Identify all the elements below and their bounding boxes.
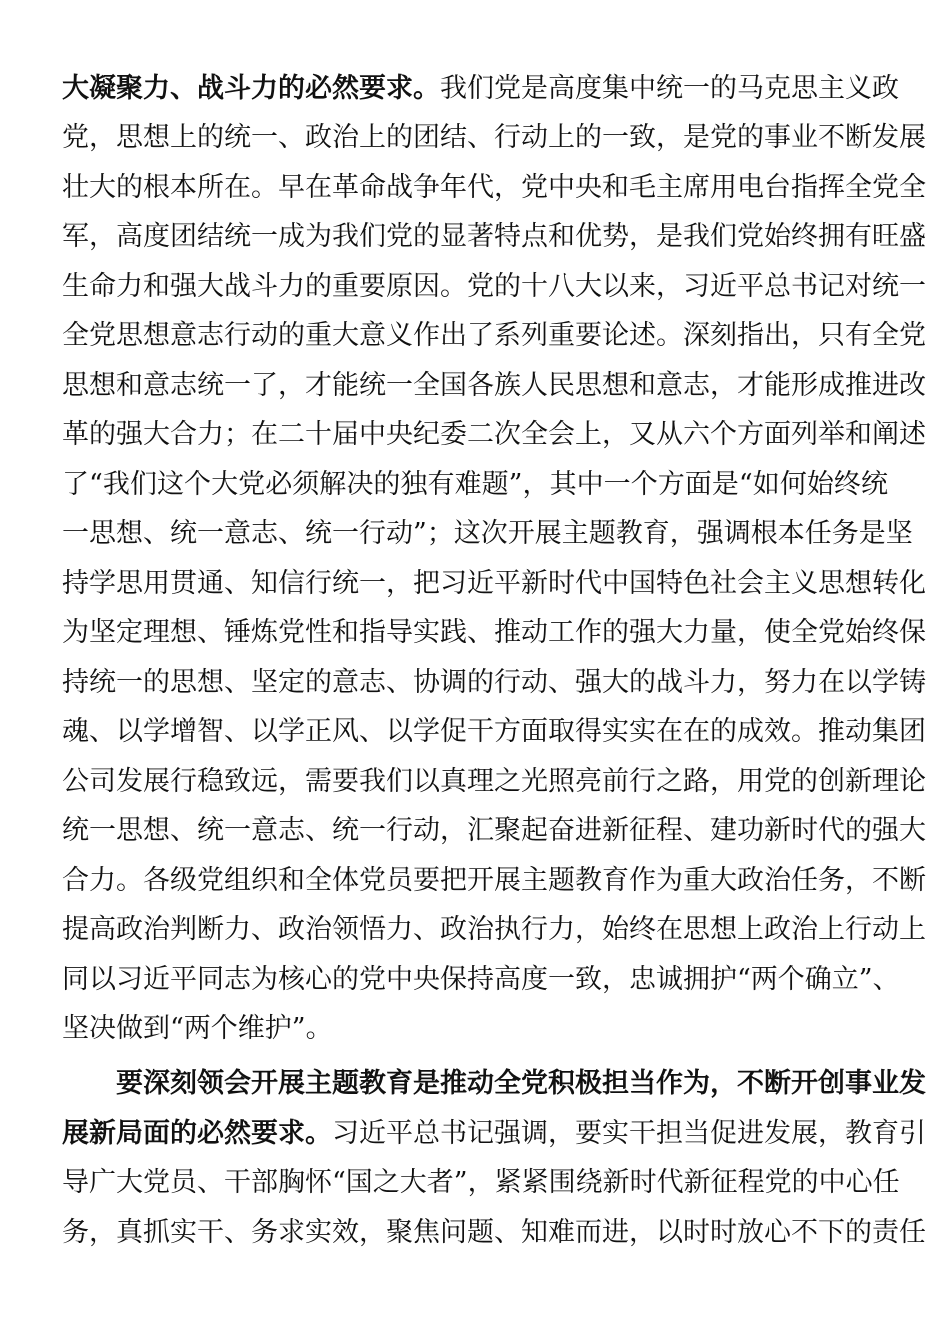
body-text: 我们党是高度集中统一的马克思主义政 [440,73,899,104]
body-text: 为坚定理想、锤炼党性和指导实践、推动工作的强大力量，使全党始终保 [62,617,926,648]
body-text: 持统一的思想、坚定的意志、协调的行动、强大的战斗力，努力在以学铸 [62,667,926,698]
paragraph-1-line-2 [62,118,926,158]
paragraph-2-line-3 [62,1163,900,1203]
body-text: 一思想、统一意志、统一行动”；这次开展主题教育，强调根本任务是坚 [62,518,913,549]
paragraph-2-line-4 [62,1213,926,1253]
bold-heading-text: 大凝聚力、战斗力的必然要求。 [62,73,440,104]
body-text: 魂、以学增智、以学正风、以学促干方面取得实实在在的成效。推动集团 [62,716,926,747]
bold-heading-text: 展新局面的必然要求。 [62,1118,332,1149]
paragraph-1-line-3 [62,168,926,208]
paragraph-1-line-17 [62,861,926,901]
body-text: 了“我们这个大党必须解决的独有难题”，其中一个方面是“如何始终统 [62,469,888,500]
body-text: 习近平总书记强调，要实干担当促进发展，教育引 [332,1118,926,1149]
paragraph-1-line-8 [62,415,926,455]
paragraph-1-line-4 [62,217,926,257]
body-text: 持学思用贯通、知信行统一，把习近平新时代中国特色社会主义思想转化 [62,568,926,599]
paragraph-1-line-20 [62,1009,333,1049]
body-text: 公司发展行稳致远，需要我们以真理之光照亮前行之路，用党的创新理论 [62,766,926,797]
paragraph-1-line-10 [62,514,913,554]
body-text: 生命力和强大战斗力的重要原因。党的十八大以来，习近平总书记对统一 [62,271,926,302]
body-text: 思想和意志统一了，才能统一全国各族人民思想和意志，才能形成推进改 [62,370,926,401]
paragraph-1-line-19 [62,960,900,1000]
body-text: 务，真抓实干、务求实效，聚焦问题、知难而进，以时时放心不下的责任 [62,1217,926,1248]
paragraph-1-line-16 [62,811,926,851]
body-text: 同以习近平同志为核心的党中央保持高度一致，忠诚拥护“两个确立”、 [62,964,900,995]
paragraph-1-line-13 [62,663,926,703]
body-text: 坚决做到“两个维护”。 [62,1013,333,1044]
paragraph-1-line-5 [62,267,926,307]
body-text: 提高政治判断力、政治领悟力、政治执行力，始终在思想上政治上行动上 [62,914,926,945]
body-text: 统一思想、统一意志、统一行动，汇聚起奋进新征程、建功新时代的强大 [62,815,926,846]
paragraph-1-line-15 [62,762,926,802]
body-text: 壮大的根本所在。早在革命战争年代，党中央和毛主席用电台指挥全党全 [62,172,926,203]
paragraph-1-line-12 [62,613,926,653]
paragraph-1-line-6 [62,316,926,356]
paragraph-1-line-18 [62,910,926,950]
paragraph-1-line-9 [62,465,888,505]
body-text: 革的强大合力；在二十届中央纪委二次全会上，又从六个方面列举和阐述 [62,419,926,450]
bold-heading-text: 要深刻领会开展主题教育是推动全党积极担当作为，不断开创事业发 [116,1068,926,1099]
body-text: 军，高度团结统一成为我们党的显著特点和优势，是我们党始终拥有旺盛 [62,221,926,252]
paragraph-1-line-1 [62,69,899,109]
paragraph-1-line-14 [62,712,926,752]
body-text: 党，思想上的统一、政治上的团结、行动上的一致，是党的事业不断发展 [62,122,926,153]
body-text: 全党思想意志行动的重大意义作出了系列重要论述。深刻指出，只有全党 [62,320,926,351]
paragraph-1-line-7 [62,366,926,406]
paragraph-2-line-1 [116,1064,926,1104]
body-text: 合力。各级党组织和全体党员要把开展主题教育作为重大政治任务，不断 [62,865,926,896]
paragraph-2-line-2 [62,1114,926,1154]
body-text: 导广大党员、干部胸怀“国之大者”，紧紧围绕新时代新征程党的中心任 [62,1167,900,1198]
paragraph-1-line-11 [62,564,926,604]
